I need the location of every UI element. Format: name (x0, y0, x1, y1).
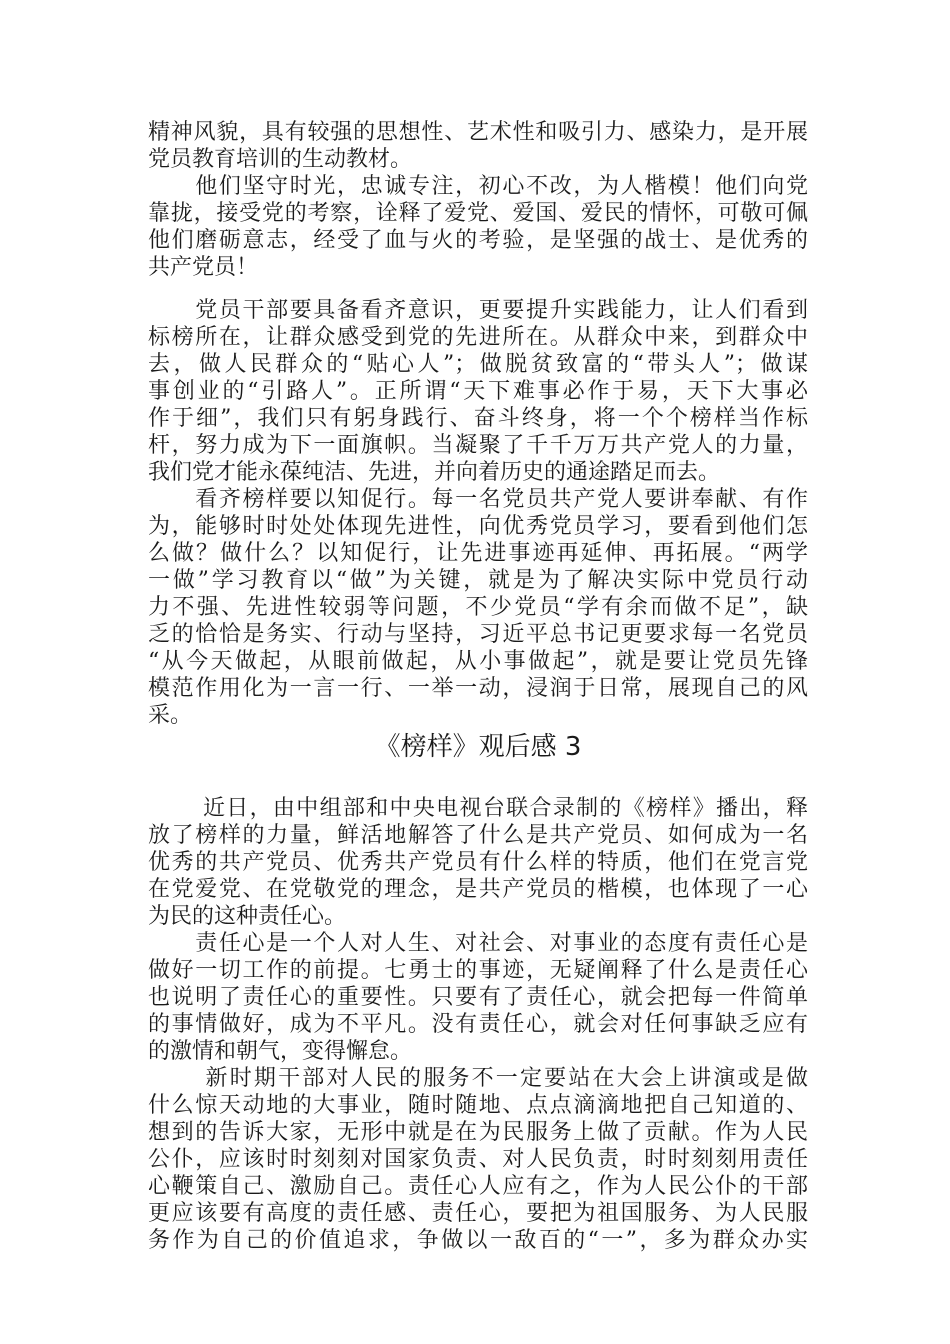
text-line: 更应该要有高度的责任感、责任心，要把为祖国服务、为人民服 (148, 1201, 808, 1226)
text-line: 为民的这种责任心。 (148, 904, 347, 929)
text-line: 杆，努力成为下一面旗帜。当凝聚了千千万万共产党人的力量， (148, 433, 808, 458)
text-line: 也说明了责任心的重要性。只要有了责任心，就会把每一件简单 (148, 985, 808, 1010)
text-line: 什么惊天动地的大事业，随时随地、点点滴滴地把自己知道的、 (148, 1093, 808, 1118)
text-line: 采。 (148, 703, 193, 728)
text-line: 新时期干部对人民的服务不一定要站在大会上讲演或是做 (148, 1066, 808, 1091)
paragraph-block-3 (148, 795, 808, 1254)
text-line: 他们坚守时光，忠诚专注，初心不改，为人楷模！他们向党 (148, 174, 808, 199)
text-line: 想到的告诉大家，无形中就是在为民服务上做了贡献。作为人民 (148, 1120, 808, 1145)
text-line: 精神风貌，具有较强的思想性、艺术性和吸引力、感染力，是开展 (148, 120, 808, 145)
text-line: 务作为自己的价值追求，争做以一敌百的“一”，多为群众办实 (148, 1228, 808, 1253)
text-line: 模范作用化为一言一行、一举一动，浸润于日常，展现自己的风 (148, 676, 808, 701)
text-line: 公仆，应该时时刻刻对国家负责、对人民负责，时时刻刻用责任 (148, 1147, 808, 1172)
text-line: 标榜所在，让群众感受到党的先进所在。从群众中来，到群众中 (148, 325, 808, 350)
text-line: 乏的恰恰是务实、行动与坚持，习近平总书记更要求每一名党员 (148, 622, 808, 647)
text-line: 一做”学习教育以“做”为关键，就是为了解决实际中党员行动 (148, 568, 808, 593)
paragraph-block-1 (148, 119, 808, 281)
text-line: 责任心是一个人对人生、对社会、对事业的态度有责任心是 (148, 931, 808, 956)
text-line: 心鞭策自己、激励自己。责任心人应有之，作为人民公仆的干部 (148, 1174, 808, 1199)
text-line: 看齐榜样要以知促行。每一名党员共产党人要讲奉献、有作 (148, 487, 808, 512)
text-line: 优秀的共产党员、优秀共产党员有什么样的特质，他们在党言党 (148, 850, 808, 875)
text-line: 在党爱党、在党敬党的理念，是共产党员的楷模，也体现了一心 (148, 877, 808, 902)
text-line: 为，能够时时处处体现先进性，向优秀党员学习，要看到他们怎 (148, 514, 808, 539)
text-line: 去，做人民群众的“贴心人”；做脱贫致富的“带头人”；做谋 (148, 352, 808, 377)
text-line: 的激情和朝气，变得懈怠。 (148, 1039, 413, 1064)
text-line: 事创业的“引路人”。正所谓“天下难事必作于易，天下大事必 (148, 379, 808, 404)
text-line: 的事情做好，成为不平凡。没有责任心，就会对任何事缺乏应有 (148, 1012, 808, 1037)
text-line: 做好一切工作的前提。七勇士的事迹，无疑阐释了什么是责任心 (148, 958, 808, 983)
section-heading: 《榜样》观后感 3 (374, 732, 582, 762)
text-line: 力不强、先进性较弱等问题，不少党员“学有余而做不足”，缺 (148, 595, 808, 620)
text-line: 近日，由中组部和中央电视台联合录制的《榜样》播出，释 (148, 796, 808, 821)
text-line: 放了榜样的力量，鲜活地解答了什么是共产党员、如何成为一名 (148, 823, 808, 848)
text-line: 共产党员！ (148, 255, 259, 280)
text-line: 他们磨砺意志，经受了血与火的考验，是坚强的战士、是优秀的 (148, 228, 808, 253)
text-line: 党员教育培训的生动教材。 (148, 147, 413, 172)
text-line: 么做？做什么？以知促行，让先进事迹再延伸、再拓展。“两学 (148, 541, 808, 566)
paragraph-block-2 (148, 297, 808, 729)
text-line: 我们党才能永葆纯洁、先进，并向着历史的通途踏足而去。 (148, 460, 721, 485)
text-line: “从今天做起，从眼前做起，从小事做起”，就是要让党员先锋 (148, 649, 808, 674)
text-line: 靠拢，接受党的考察，诠释了爱党、爱国、爱民的情怀，可敬可佩 (148, 201, 808, 226)
text-line: 党员干部要具备看齐意识，更要提升实践能力，让人们看到 (148, 298, 808, 323)
text-line: 作于细”，我们只有躬身践行、奋斗终身，将一个个榜样当作标 (148, 406, 808, 431)
